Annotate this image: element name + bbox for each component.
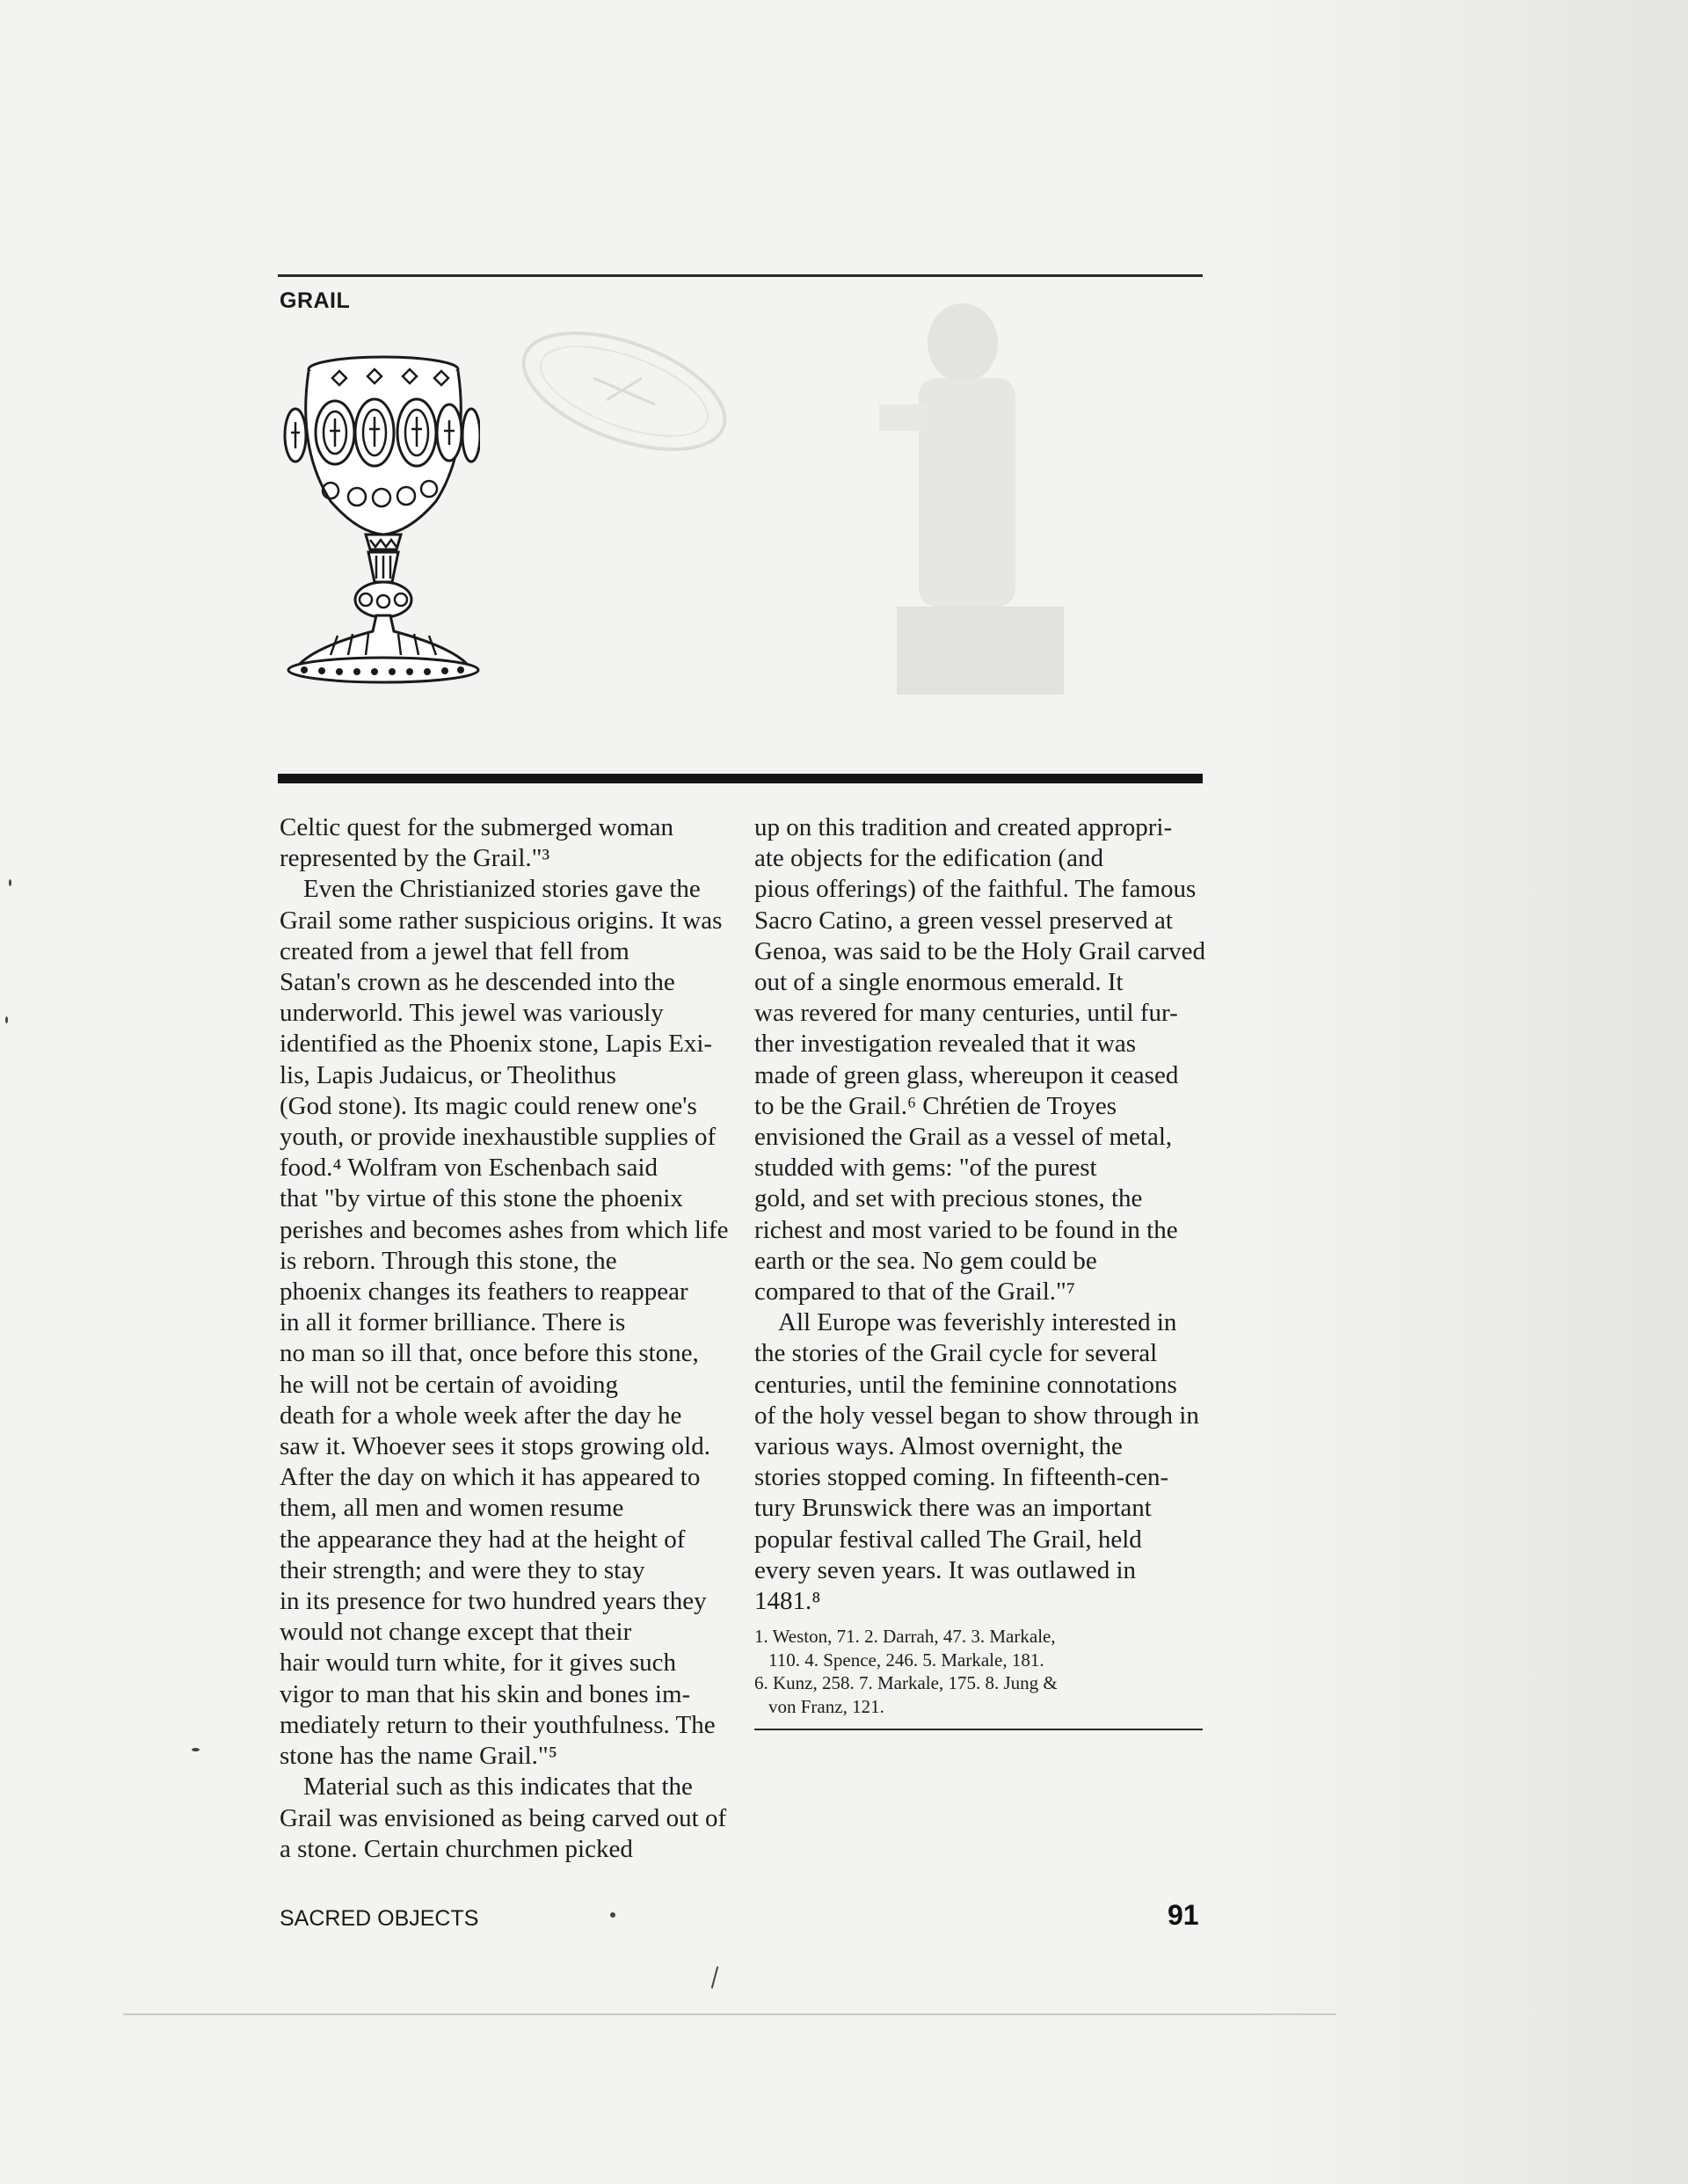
text-line: lis, Lapis Judaicus, or Theolithus bbox=[280, 1060, 616, 1089]
footnote-line: 6. Kunz, 258. 7. Markale, 175. 8. Jung & bbox=[754, 1672, 1058, 1693]
text-line: would not change except that their bbox=[280, 1618, 632, 1647]
footnote-line: 1. Weston, 71. 2. Darrah, 47. 3. Markale, bbox=[754, 1626, 1056, 1647]
bleed-through-oval-image bbox=[510, 317, 738, 466]
heavy-divider-rule bbox=[278, 774, 1203, 783]
text-line: Grail some rather suspicious origins. It was bbox=[280, 906, 723, 935]
text-line: stone has the name Grail."⁵ bbox=[280, 1742, 557, 1771]
scan-speck bbox=[192, 1748, 200, 1751]
right-text-column bbox=[754, 812, 1203, 1617]
text-line: earth or the sea. No gem could be bbox=[754, 1246, 1097, 1275]
text-line: up on this tradition and created appropri- bbox=[754, 813, 1173, 841]
text-line: saw it. Whoever sees it stops growing old. bbox=[280, 1432, 710, 1461]
text-line: made of green glass, whereupon it ceased bbox=[754, 1060, 1179, 1089]
scan-shadow bbox=[1213, 0, 1688, 2184]
footnote-rule bbox=[754, 1729, 1203, 1730]
text-line: studded with gems: "of the purest bbox=[754, 1154, 1097, 1183]
text-line: represented by the Grail."³ bbox=[280, 844, 550, 873]
section-title: GRAIL bbox=[280, 288, 351, 313]
scan-speck bbox=[5, 1016, 8, 1023]
text-line: a stone. Certain churchmen picked bbox=[280, 1834, 633, 1863]
text-line: to be the Grail.⁶ Chrétien de Troyes bbox=[754, 1091, 1117, 1120]
text-line: perishes and becomes ashes from which life bbox=[280, 1215, 729, 1244]
text-line: ate objects for the edification (and bbox=[754, 844, 1103, 873]
text-line: Genoa, was said to be the Holy Grail carved bbox=[754, 936, 1205, 965]
text-line: is reborn. Through this stone, the bbox=[280, 1246, 617, 1275]
scan-speck bbox=[610, 1912, 615, 1918]
text-line: centuries, until the feminine connotations bbox=[754, 1370, 1177, 1399]
text-line: richest and most varied to be found in the bbox=[754, 1215, 1178, 1244]
text-line: out of a single enormous emerald. It bbox=[754, 968, 1124, 997]
text-line: hair would turn white, for it gives such bbox=[280, 1649, 677, 1678]
running-footer-title: SACRED OBJECTS bbox=[280, 1906, 479, 1931]
bleed-through-statue-image bbox=[844, 290, 1081, 703]
text-line: food.⁴ Wolfram von Eschenbach said bbox=[280, 1154, 658, 1183]
text-line: stories stopped coming. In fifteenth-cen- bbox=[754, 1463, 1169, 1492]
text-line: was revered for many centuries, until fur- bbox=[754, 999, 1178, 1028]
footnote-line: 110. 4. Spence, 246. 5. Markale, 181. bbox=[768, 1649, 1044, 1671]
text-line: All Europe was feverishly interested in bbox=[778, 1308, 1177, 1337]
left-column-text bbox=[280, 812, 728, 1865]
text-line: Even the Christianized stories gave the bbox=[303, 875, 701, 904]
text-line: no man so ill that, once before this stone, bbox=[280, 1339, 699, 1368]
text-line: After the day on which it has appeared to bbox=[280, 1463, 701, 1492]
text-line: that "by virtue of this stone the phoenix bbox=[280, 1184, 683, 1213]
grail-chalice-illustration bbox=[278, 352, 480, 686]
text-line: envisioned the Grail as a vessel of metal, bbox=[754, 1123, 1173, 1152]
text-line: created from a jewel that fell from bbox=[280, 936, 629, 965]
text-line: the appearance they had at the height of bbox=[280, 1525, 686, 1554]
right-column-text bbox=[754, 812, 1203, 1617]
text-line: tury Brunswick there was an important bbox=[754, 1494, 1152, 1523]
text-line: Grail was envisioned as being carved out of bbox=[280, 1803, 727, 1832]
text-line: Sacro Catino, a green vessel preserved at bbox=[754, 906, 1173, 935]
text-line: Celtic quest for the submerged woman bbox=[280, 813, 674, 841]
text-line: identified as the Phoenix stone, Lapis Exi- bbox=[280, 1030, 713, 1059]
text-line: youth, or provide inexhaustible supplies of bbox=[280, 1123, 717, 1152]
scan-speck bbox=[711, 1966, 719, 1989]
page-number: 91 bbox=[1168, 1899, 1199, 1931]
text-line: their strength; and were they to stay bbox=[280, 1555, 645, 1584]
text-line: in its presence for two hundred years they bbox=[280, 1587, 707, 1616]
text-line: Material such as this indicates that the bbox=[303, 1773, 693, 1802]
text-line: vigor to man that his skin and bones im- bbox=[280, 1679, 691, 1708]
text-line: death for a whole week after the day he bbox=[280, 1401, 682, 1430]
text-line: every seven years. It was outlawed in bbox=[754, 1555, 1137, 1584]
text-line: the stories of the Grail cycle for several bbox=[754, 1339, 1158, 1368]
footnotes bbox=[754, 1625, 1203, 1718]
top-rule bbox=[278, 274, 1203, 277]
text-line: ther investigation revealed that it was bbox=[754, 1030, 1137, 1059]
text-line: mediately return to their youthfulness. The bbox=[280, 1710, 716, 1739]
text-line: pious offerings) of the faithful. The famous bbox=[754, 875, 1197, 904]
scan-speck bbox=[9, 879, 11, 886]
text-line: he will not be certain of avoiding bbox=[280, 1370, 618, 1399]
page-bottom-edge bbox=[123, 2013, 1336, 2015]
text-line: (God stone). Its magic could renew one's bbox=[280, 1091, 697, 1120]
text-line: in all it former brilliance. There is bbox=[280, 1308, 626, 1337]
left-text-column bbox=[280, 812, 728, 1865]
text-line: Satan's crown as he descended into the bbox=[280, 968, 675, 997]
text-line: them, all men and women resume bbox=[280, 1494, 624, 1523]
text-line: of the holy vessel began to show through in bbox=[754, 1401, 1199, 1430]
text-line: 1481.⁸ bbox=[754, 1587, 821, 1616]
text-line: phoenix changes its feathers to reappear bbox=[280, 1278, 688, 1307]
text-line: underworld. This jewel was variously bbox=[280, 999, 664, 1028]
footnote-line: von Franz, 121. bbox=[768, 1695, 884, 1717]
text-line: popular festival called The Grail, held bbox=[754, 1525, 1142, 1554]
text-line: gold, and set with precious stones, the bbox=[754, 1184, 1143, 1213]
text-line: compared to that of the Grail."⁷ bbox=[754, 1278, 1075, 1307]
text-line: various ways. Almost overnight, the bbox=[754, 1432, 1123, 1461]
